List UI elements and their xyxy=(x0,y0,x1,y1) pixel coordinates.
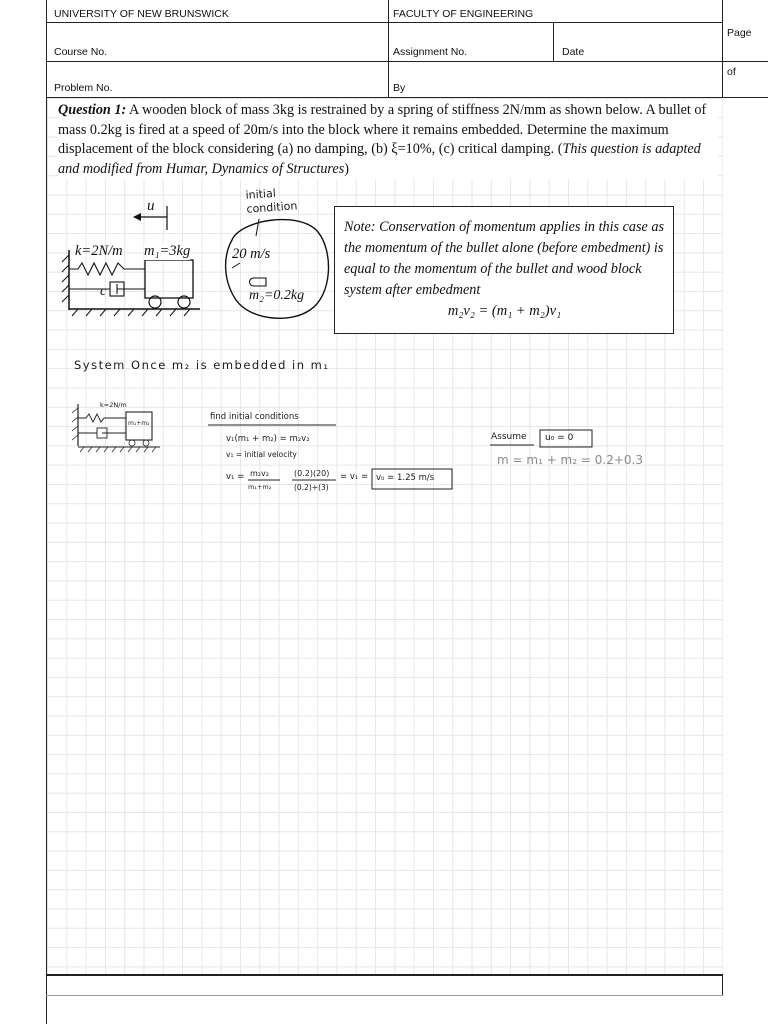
assume-label: Assume xyxy=(491,432,527,442)
header-date[interactable]: Date xyxy=(562,46,585,58)
header-assignment-no[interactable]: Assignment No. xyxy=(393,46,468,58)
u-label: u xyxy=(147,198,155,214)
speed-label: 20 m/s xyxy=(232,246,271,262)
question-close: ) xyxy=(344,160,349,177)
assume-boxed-value: u₀ = 0 xyxy=(545,433,574,443)
k-label: k=2N/m xyxy=(75,243,123,259)
header-faculty: FACULTY OF ENGINEERING xyxy=(393,8,534,20)
v1-result-boxed: v₀ = 1.25 m/s xyxy=(376,473,435,483)
find-initial-heading: find initial conditions xyxy=(210,412,299,422)
sketch-k-label: k=2N/m xyxy=(100,401,127,409)
sketch-mass-label: m₁+m₂ xyxy=(128,420,150,427)
momentum-equation: v₁(m₁ + m₂) = m₂v₂ xyxy=(226,434,310,444)
m2-label: m₂=0.2kg xyxy=(249,288,305,303)
header-page[interactable]: Page xyxy=(727,27,752,39)
system-statement: System Once m₂ is embedded in m₁ xyxy=(74,358,330,372)
note-equation: m₂v₂ = (m₁ + m₂)v₁ xyxy=(447,303,562,319)
question-source: This question is adapted and modified from Humar, Dynamics of Structures xyxy=(58,141,701,177)
header-course-no[interactable]: Course No. xyxy=(54,46,108,58)
note-text: Note: Conservation of momentum applies in this case as the momentum of the bullet alone (before embedment) is equal to the momentum of the bullet and wood block system after embedment xyxy=(344,219,664,298)
c-label: c xyxy=(100,284,107,299)
v1-result-lhs: = v₁ = xyxy=(340,472,369,482)
m1-label: m₁=3kg xyxy=(144,243,191,259)
v1-frac-num: m₂v₂ xyxy=(250,469,269,478)
momentum-note xyxy=(334,206,674,334)
header-university: UNIVERSITY OF NEW BRUNSWICK xyxy=(54,8,229,20)
total-mass-line: m = m₁ + m₂ = 0.2+0.3 xyxy=(497,453,643,467)
question-body: A wooden block of mass 3kg is restrained by a spring of stiffness 2N/mm as shown below. A bullet of mass 0.2kg is fired at a speed of 20m/s into the block where it remains embedded. Determine the maximum displacement of the block considering (a) no damping, (b) ξ=10%, (c) critical damping. ( xyxy=(58,102,707,157)
header-of[interactable]: of xyxy=(727,66,736,78)
v1-frac-den: m₁+m₂ xyxy=(248,483,272,491)
v1-val-den: (0.2)+(3) xyxy=(294,483,329,492)
v1-lhs: v₁ = xyxy=(226,472,245,482)
v1-val-num: (0.2)(20) xyxy=(294,469,330,478)
header-problem-no[interactable]: Problem No. xyxy=(54,82,113,94)
question-label: Question 1: xyxy=(58,102,127,118)
initial-condition-note: initial condition xyxy=(245,186,298,216)
initial-velocity-def: v₁ = initial velocity xyxy=(226,450,297,459)
header-by[interactable]: By xyxy=(393,82,406,94)
